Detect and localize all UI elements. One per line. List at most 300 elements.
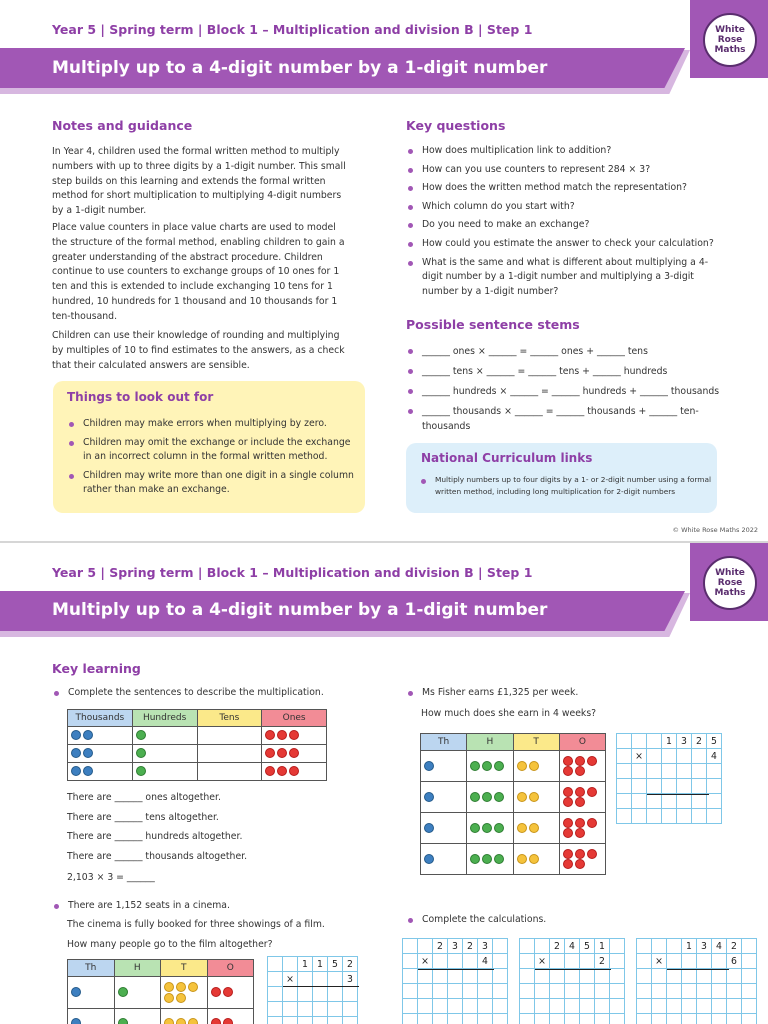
grid-cell: 5	[707, 734, 722, 749]
grid-cell	[418, 984, 433, 999]
notes-paragraph: Children can use their knowledge of rounding and multiplying by multiples of 10 to find estimates to the answers, as a check that their calculated answers are sensible.	[52, 330, 345, 371]
grid-cell	[697, 969, 712, 984]
pv-cell	[132, 745, 197, 763]
grid-cell	[550, 999, 565, 1014]
one-counter	[563, 828, 573, 838]
grid-cell	[677, 809, 692, 824]
grid-cell: 1	[682, 939, 697, 954]
place-value-chart	[67, 959, 254, 1024]
one-counter	[575, 859, 585, 869]
grid-cell	[632, 794, 647, 809]
hundred-counter	[494, 854, 504, 864]
grid-cell	[682, 969, 697, 984]
pv-cell	[114, 977, 161, 1009]
grid-cell	[268, 972, 283, 987]
calculation-grid	[519, 938, 625, 1024]
grid-cell	[268, 957, 283, 972]
pv-cell	[197, 745, 262, 763]
question-text: How much does she earn in 4 weeks?	[421, 708, 597, 719]
pv-cell	[421, 844, 467, 875]
one-counter	[223, 1018, 233, 1024]
one-counter	[277, 766, 287, 776]
calculation-grid	[636, 938, 757, 1024]
hundred-counter	[482, 761, 492, 771]
one-counter	[563, 787, 573, 797]
ten-counter	[164, 1018, 174, 1024]
grid-cell: 5	[328, 957, 343, 972]
ten-counter	[529, 761, 539, 771]
grid-cell: 1	[595, 939, 610, 954]
ten-counter	[517, 761, 527, 771]
grid-cell	[535, 969, 550, 984]
grid-cell	[707, 809, 722, 824]
grid-cell	[343, 987, 358, 1002]
grid-cell	[580, 969, 595, 984]
grid-cell	[418, 939, 433, 954]
thousand-counter	[424, 761, 434, 771]
grid-cell	[535, 999, 550, 1014]
grid-cell: 4	[707, 749, 722, 764]
grid-cell	[550, 969, 565, 984]
one-counter	[575, 849, 585, 859]
h-header: H	[467, 734, 513, 751]
grid-cell	[727, 969, 742, 984]
grid-cell	[520, 1014, 535, 1024]
grid-cell	[712, 999, 727, 1014]
grid-cell	[550, 1014, 565, 1024]
grid-cell: 2	[433, 939, 448, 954]
grid-cell	[667, 984, 682, 999]
thousand-counter	[71, 730, 81, 740]
notes-paragraph: In Year 4, children used the formal written method to multiply numbers with up to three digits by a 1-digit number. This small step builds on this learning and extends the formal written method for short multiplication to multiplying 4-digit numbers by a 1-digit number.	[52, 146, 346, 217]
pv-cell	[513, 751, 559, 782]
grid-cell: 4	[478, 954, 493, 969]
grid-cell	[662, 779, 677, 794]
grid-cell: 3	[343, 972, 358, 987]
grid-cell	[328, 972, 343, 987]
thousand-counter	[424, 854, 434, 864]
pv-cell	[421, 751, 467, 782]
grid-cell	[647, 779, 662, 794]
grid-cell	[463, 954, 478, 969]
grid-cell	[535, 1014, 550, 1024]
pv-cell	[262, 763, 327, 781]
question-prompt: Complete the sentences to describe the multiplication.	[52, 686, 372, 701]
question-text: There are 1,152 seats in a cinema.	[52, 899, 372, 914]
grid-cell	[433, 999, 448, 1014]
grid-cell	[403, 999, 418, 1014]
grid-cell	[667, 1014, 682, 1024]
sentence-stems-list	[406, 344, 726, 438]
grid-cell	[742, 984, 757, 999]
grid-cell	[463, 1014, 478, 1024]
grid-cell	[520, 939, 535, 954]
grid-cell	[647, 764, 662, 779]
grid-cell	[283, 1017, 298, 1024]
grid-cell	[637, 984, 652, 999]
answer-line	[418, 969, 494, 970]
grid-cell	[637, 939, 652, 954]
one-counter	[211, 1018, 221, 1024]
pv-cell	[68, 977, 115, 1009]
grid-cell	[313, 987, 328, 1002]
thousand-counter	[83, 748, 93, 758]
one-counter	[289, 748, 299, 758]
hundred-counter	[470, 823, 480, 833]
calculation-grid	[402, 938, 508, 1024]
list-item: How could you estimate the answer to check your calculation?	[406, 237, 726, 252]
grid-cell	[448, 954, 463, 969]
thousand-counter	[71, 766, 81, 776]
grid-cell	[667, 969, 682, 984]
grid-cell	[707, 764, 722, 779]
one-counter	[575, 818, 585, 828]
grid-cell: 5	[580, 939, 595, 954]
grid-cell	[565, 984, 580, 999]
grid-cell	[313, 972, 328, 987]
grid-cell	[610, 999, 625, 1014]
grid-cell	[632, 764, 647, 779]
question-3	[406, 686, 726, 705]
grid-cell	[677, 779, 692, 794]
t-header: T	[513, 734, 559, 751]
grid-cell: 3	[478, 939, 493, 954]
list-item: Children may make errors when multiplying by zero.	[67, 417, 355, 432]
notes-heading: Notes and guidance	[52, 118, 193, 133]
pv-cell	[68, 745, 133, 763]
notes-paragraph: Place value counters in place value charts are used to model the structure of the formal method, enabling children to gain a greater understanding of the abstract procedure. Children continue to use counters to exchange groups of 10 ones for 1 ten and this is extended to include exchanging 10 tens for 1 hundred, 10 hundreds for 1 thousand and 10 thousands for 1 ten-thousand.	[52, 222, 345, 322]
pv-cell	[114, 1009, 161, 1024]
grid-cell	[343, 1017, 358, 1024]
one-counter	[563, 849, 573, 859]
grid-cell	[403, 969, 418, 984]
grid-cell: ×	[535, 954, 550, 969]
grid-cell: ×	[283, 972, 298, 987]
grid-cell	[283, 957, 298, 972]
pv-cell	[513, 782, 559, 813]
grid-cell	[667, 954, 682, 969]
one-counter	[563, 818, 573, 828]
grid-cell	[268, 987, 283, 1002]
hundred-counter	[136, 766, 146, 776]
grid-cell	[742, 999, 757, 1014]
grid-cell: ×	[418, 954, 433, 969]
one-counter	[575, 756, 585, 766]
grid-cell	[652, 999, 667, 1014]
place-value-chart	[67, 709, 327, 781]
ten-counter	[529, 823, 539, 833]
grid-cell: 6	[727, 954, 742, 969]
grid-cell	[595, 969, 610, 984]
grid-cell	[298, 1017, 313, 1024]
pv-cell	[68, 727, 133, 745]
grid-cell	[652, 1014, 667, 1024]
grid-cell	[403, 939, 418, 954]
grid-cell	[463, 969, 478, 984]
question-1	[52, 686, 372, 705]
grid-cell: 1	[313, 957, 328, 972]
grid-cell	[610, 1014, 625, 1024]
grid-cell	[707, 779, 722, 794]
logo-word: Rose	[717, 35, 743, 45]
list-item: Which column do you start with?	[406, 200, 726, 215]
th-header: Th	[421, 734, 467, 751]
ten-counter	[164, 982, 174, 992]
lookout-heading: Things to look out for	[67, 390, 214, 404]
grid-cell: 2	[343, 957, 358, 972]
question-2	[52, 899, 372, 919]
grid-cell: ×	[652, 954, 667, 969]
thousand-counter	[424, 823, 434, 833]
grid-cell	[580, 984, 595, 999]
calculation-grid	[267, 956, 358, 1024]
breadcrumb: Year 5 | Spring term | Block 1 – Multiplication and division B | Step 1	[52, 22, 533, 37]
grid-cell	[617, 764, 632, 779]
hundred-counter	[136, 748, 146, 758]
grid-cell	[565, 969, 580, 984]
list-item: How can you use counters to represent 284 × 3?	[406, 163, 726, 178]
list-item: Do you need to make an exchange?	[406, 218, 726, 233]
ten-counter	[529, 854, 539, 864]
grid-cell	[298, 1002, 313, 1017]
key-learning-page	[0, 543, 768, 1024]
ten-counter	[176, 993, 186, 1003]
grid-cell	[565, 1014, 580, 1024]
pv-cell	[559, 844, 605, 875]
grid-cell	[662, 809, 677, 824]
grid-cell	[595, 1014, 610, 1024]
grid-cell	[632, 779, 647, 794]
grid-cell	[535, 939, 550, 954]
copyright: © White Rose Maths 2022	[672, 526, 758, 534]
grid-cell	[742, 969, 757, 984]
grid-cell	[493, 954, 508, 969]
grid-cell	[682, 1014, 697, 1024]
grid-cell	[418, 969, 433, 984]
grid-cell	[697, 984, 712, 999]
pv-cell	[421, 782, 467, 813]
grid-cell	[343, 1002, 358, 1017]
hundred-counter	[482, 823, 492, 833]
grid-cell	[610, 954, 625, 969]
pv-cell	[68, 1009, 115, 1024]
one-counter	[265, 766, 275, 776]
one-counter	[587, 818, 597, 828]
pv-cell	[513, 813, 559, 844]
pv-cell	[161, 977, 208, 1009]
logo-word: White	[715, 568, 745, 578]
sentence: There are ______ thousands altogether.	[67, 851, 248, 862]
grid-cell	[682, 954, 697, 969]
h-header: H	[114, 960, 161, 977]
one-counter	[575, 787, 585, 797]
grid-cell	[652, 969, 667, 984]
logo-word: Rose	[717, 578, 743, 588]
th-header: Th	[68, 960, 115, 977]
thousand-counter	[424, 792, 434, 802]
hundred-counter	[470, 792, 480, 802]
list-item: Children may write more than one digit in a single column rather than make an exchange.	[67, 469, 355, 498]
grid-cell: 2	[550, 939, 565, 954]
logo-word: Maths	[714, 588, 746, 598]
grid-cell	[433, 969, 448, 984]
one-counter	[575, 828, 585, 838]
ten-counter	[517, 823, 527, 833]
list-item: How does the written method match the representation?	[406, 181, 726, 196]
grid-cell	[652, 939, 667, 954]
grid-cell	[632, 809, 647, 824]
grid-cell	[682, 999, 697, 1014]
grid-cell	[520, 984, 535, 999]
grid-cell	[478, 1014, 493, 1024]
pv-cell	[207, 1009, 254, 1024]
grid-cell	[677, 764, 692, 779]
ten-counter	[176, 1018, 186, 1024]
pv-cell	[262, 727, 327, 745]
answer-line	[283, 986, 359, 987]
grid-cell	[662, 764, 677, 779]
thousand-counter	[71, 987, 81, 997]
sentence: There are ______ ones altogether.	[67, 792, 221, 803]
grid-cell	[520, 954, 535, 969]
ten-counter	[188, 982, 198, 992]
pv-cell	[197, 727, 262, 745]
white-rose-maths-logo	[703, 556, 757, 610]
grid-cell: 2	[463, 939, 478, 954]
grid-cell	[520, 999, 535, 1014]
one-counter	[563, 756, 573, 766]
grid-cell: 2	[727, 939, 742, 954]
pv-cell	[132, 727, 197, 745]
hundred-counter	[118, 987, 128, 997]
grid-cell	[403, 954, 418, 969]
grid-cell	[667, 939, 682, 954]
t-header: T	[161, 960, 208, 977]
grid-cell	[283, 1002, 298, 1017]
grid-cell	[298, 987, 313, 1002]
list-item: ______ thousands × ______ = ______ thousands + ______ ten-thousands	[406, 404, 702, 434]
grid-cell: 2	[692, 734, 707, 749]
hundred-counter	[470, 761, 480, 771]
pv-cell	[559, 813, 605, 844]
list-item: ______ tens × ______ = ______ tens + ______ hundreds	[406, 364, 726, 379]
grid-cell	[727, 1014, 742, 1024]
one-counter	[277, 730, 287, 740]
grid-cell	[637, 969, 652, 984]
grid-cell	[727, 984, 742, 999]
one-counter	[563, 859, 573, 869]
hundred-counter	[494, 761, 504, 771]
sentence: There are ______ hundreds altogether.	[67, 831, 243, 842]
grid-cell	[692, 779, 707, 794]
key-questions-heading: Key questions	[406, 118, 506, 133]
one-counter	[563, 766, 573, 776]
key-questions-list	[406, 144, 726, 303]
pv-cell	[421, 813, 467, 844]
one-counter	[587, 787, 597, 797]
grid-cell	[667, 999, 682, 1014]
grid-cell	[403, 984, 418, 999]
grid-cell	[692, 749, 707, 764]
question-4	[406, 913, 726, 932]
grid-cell	[647, 749, 662, 764]
pv-cell	[513, 844, 559, 875]
grid-cell	[580, 999, 595, 1014]
ten-counter	[164, 993, 174, 1003]
grid-cell: 3	[448, 939, 463, 954]
list-item: What is the same and what is different about multiplying a 4-digit number by a 1-digit number and multiplying a 3-digit number by a 1-digit number?	[406, 256, 712, 300]
grid-cell: 1	[298, 957, 313, 972]
grid-cell	[595, 999, 610, 1014]
grid-cell	[697, 954, 712, 969]
grid-cell	[493, 984, 508, 999]
pv-cell	[467, 751, 513, 782]
grid-cell	[697, 1014, 712, 1024]
grid-cell	[550, 984, 565, 999]
grid-cell	[448, 999, 463, 1014]
logo-word: Maths	[714, 45, 746, 55]
grid-cell	[610, 939, 625, 954]
grid-cell	[463, 999, 478, 1014]
page-title: Multiply up to a 4-digit number by a 1-digit number	[52, 600, 548, 620]
grid-cell	[448, 1014, 463, 1024]
grid-cell	[418, 999, 433, 1014]
grid-cell	[637, 1014, 652, 1024]
grid-cell	[478, 984, 493, 999]
grid-cell	[632, 734, 647, 749]
grid-cell	[328, 1002, 343, 1017]
logo-word: White	[715, 25, 745, 35]
question-text: How many people go to the film altogether?	[67, 939, 273, 950]
grid-cell	[328, 1017, 343, 1024]
pv-cell	[197, 763, 262, 781]
grid-cell	[707, 794, 722, 809]
list-item: ______ hundreds × ______ = ______ hundreds + ______ thousands	[406, 384, 726, 399]
one-counter	[587, 849, 597, 859]
grid-cell	[403, 1014, 418, 1024]
grid-cell	[652, 984, 667, 999]
grid-cell	[313, 1002, 328, 1017]
pv-cell	[68, 763, 133, 781]
key-learning-heading: Key learning	[52, 661, 141, 676]
grid-cell	[493, 969, 508, 984]
hundred-counter	[470, 854, 480, 864]
ten-counter	[517, 792, 527, 802]
grid-cell	[595, 984, 610, 999]
grid-cell	[647, 809, 662, 824]
grid-cell	[712, 984, 727, 999]
grid-cell	[682, 984, 697, 999]
ten-counter	[517, 854, 527, 864]
grid-cell	[610, 984, 625, 999]
white-rose-maths-logo	[703, 13, 757, 67]
hundreds-header: Hundreds	[132, 710, 197, 727]
pv-cell	[467, 813, 513, 844]
pv-cell	[161, 1009, 208, 1024]
grid-cell	[565, 954, 580, 969]
one-counter	[223, 987, 233, 997]
list-item: ______ ones × ______ = ______ ones + ______ tens	[406, 344, 726, 359]
hundred-counter	[136, 730, 146, 740]
list-item: How does multiplication link to addition?	[406, 144, 726, 159]
grid-cell	[268, 1017, 283, 1024]
grid-cell	[298, 972, 313, 987]
grid-cell	[742, 1014, 757, 1024]
hundred-counter	[494, 792, 504, 802]
page-title: Multiply up to a 4-digit number by a 1-digit number	[52, 58, 548, 78]
o-header: O	[207, 960, 254, 977]
answer-line	[667, 969, 729, 970]
